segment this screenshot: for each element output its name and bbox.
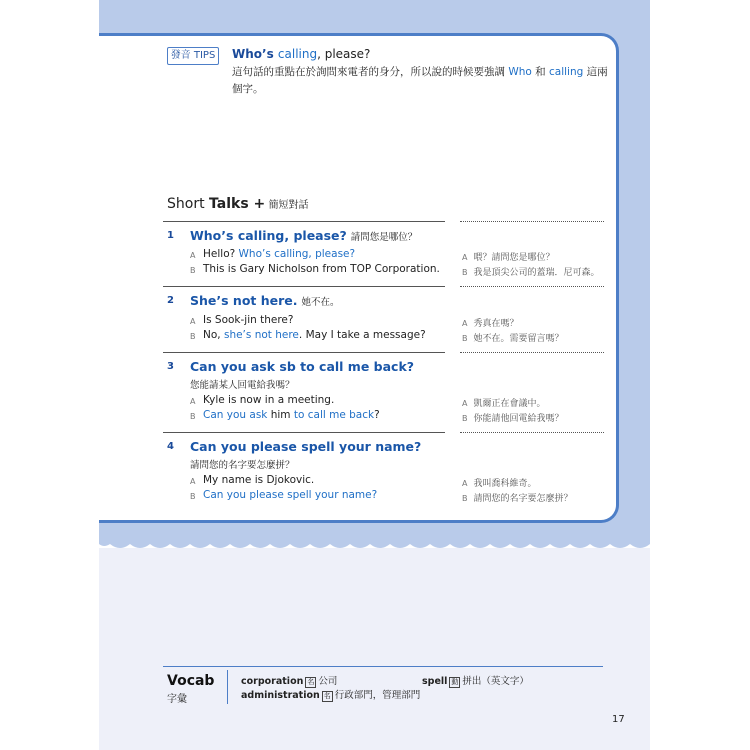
speaker-a-label: A (190, 397, 196, 406)
dialogue-line-a: Is Sook-jin there? (203, 314, 294, 326)
speaker-b-label: B (190, 412, 196, 421)
vocab-entry: corporation 名 公司 (241, 676, 338, 687)
item-number: 3 (167, 361, 174, 372)
speaker-a-label: A (190, 477, 196, 486)
item-phrase: She’s not here. 她不在。 (190, 293, 340, 308)
lower-section (99, 548, 650, 750)
translation-b: B 我是頂尖公司的蓋瑞．尼可森。 (462, 268, 600, 278)
section-rule (163, 432, 445, 433)
speaker-a-label: A (190, 317, 196, 326)
vocab-entry: administration 名 行政部門，管理部門 (241, 690, 421, 701)
section-rule (163, 221, 445, 222)
speaker-a-label: A (190, 251, 196, 260)
translation-b: B 你能請他回電給我嗎？ (462, 414, 564, 424)
vocab-entry: spell 動 拼出（英文字） (422, 676, 529, 687)
section-rule-dotted (460, 221, 604, 222)
tips-description: 這句話的重點在於詢問來電者的身分，所以說的時候要強調 Who 和 calling 這兩個字。 (232, 66, 608, 95)
vocab-title: Vocab (167, 673, 215, 689)
section-rule (163, 352, 445, 353)
section-rule-dotted (460, 286, 604, 287)
dialogue-line-b: Can you please spell your name? (203, 489, 378, 501)
translation-a: A 秀真在嗎？ (462, 319, 519, 329)
item-phrase: Can you ask sb to call me back? (190, 359, 415, 374)
dialogue-line-a: My name is Djokovic. (203, 474, 315, 486)
section-rule (163, 286, 445, 287)
item-number: 4 (167, 441, 174, 452)
item-phrase: Can you please spell your name? (190, 439, 422, 454)
translation-a: A 喂？請問您是哪位？ (462, 253, 555, 263)
dialogue-line-b: No, she’s not here. May I take a message? (203, 329, 426, 341)
section-rule-dotted (460, 432, 604, 433)
item-number: 1 (167, 230, 174, 241)
item-number: 2 (167, 295, 174, 306)
dialogue-line-b: Can you ask him to call me back? (203, 409, 380, 421)
speaker-b-label: B (190, 492, 196, 501)
speaker-b-label: B (190, 266, 196, 275)
page-number: 17 (612, 714, 625, 725)
translation-a: A 我叫喬科維奇。 (462, 479, 537, 489)
dialogue-line-a: Hello? Who’s calling, please? (203, 248, 356, 260)
short-talks-heading: Short Talks + 簡短對話 (167, 196, 309, 212)
section-rule-dotted (460, 352, 604, 353)
translation-b: B 她不在。需要留言嗎？ (462, 334, 564, 344)
tips-badge: 發音 TIPS (167, 47, 219, 65)
dialogue-line-a: Kyle is now in a meeting. (203, 394, 335, 406)
item-phrase-translation: 請問您的名字要怎麼拼？ (190, 460, 295, 471)
speaker-b-label: B (190, 332, 196, 341)
vocab-divider (227, 670, 228, 704)
tips-title: Who’s calling, please? (232, 47, 371, 61)
translation-b: B 請問您的名字要怎麼拼？ (462, 494, 573, 504)
item-phrase-translation: 您能請某人回電給我嗎？ (190, 380, 295, 391)
item-phrase: Who’s calling, please? 請問您是哪位？ (190, 228, 418, 243)
dialogue-line-b: This is Gary Nicholson from TOP Corporation. (203, 263, 440, 275)
translation-a: A 凱爾正在會議中。 (462, 399, 546, 409)
vocab-rule (163, 666, 603, 667)
vocab-subtitle: 字彙 (167, 694, 187, 705)
